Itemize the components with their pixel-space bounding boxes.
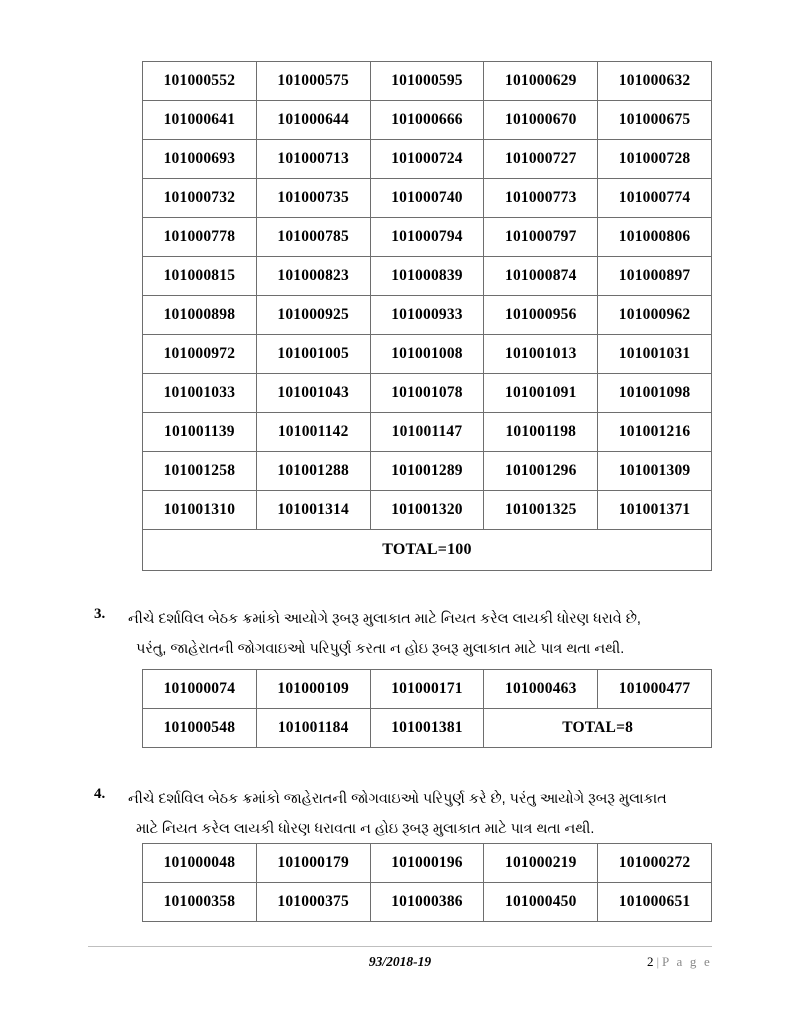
footer-page-number-value: 2 bbox=[646, 954, 654, 969]
roll-number-table-1 bbox=[142, 61, 712, 571]
table-row bbox=[143, 140, 712, 179]
roll-number-cell: 101000956 bbox=[484, 296, 598, 335]
roll-number-table-2 bbox=[142, 669, 712, 748]
roll-number-cell: 101000732 bbox=[143, 179, 257, 218]
table-row bbox=[143, 670, 712, 709]
table-row bbox=[143, 491, 712, 530]
list-item-4 bbox=[88, 784, 712, 844]
list-item-4-line-2: માટે નિયત કરેલ લાયકી ધોરણ ધરાવતા ન હોઇ રૂબરૂ મુલાકાત માટે પાત્ર થતા નથી. bbox=[136, 821, 595, 837]
roll-number-cell: 101001198 bbox=[484, 413, 598, 452]
roll-number-cell: 101000219 bbox=[484, 844, 598, 883]
footer-page-separator: | bbox=[656, 954, 660, 969]
total-cell: TOTAL=8 bbox=[484, 709, 712, 748]
roll-number-cell: 101000728 bbox=[598, 140, 712, 179]
roll-number-cell: 101000794 bbox=[370, 218, 484, 257]
table-row bbox=[143, 883, 712, 922]
roll-number-cell: 101001325 bbox=[484, 491, 598, 530]
roll-number-cell: 101000670 bbox=[484, 101, 598, 140]
roll-number-cell: 101000629 bbox=[484, 62, 598, 101]
footer-page-number bbox=[647, 954, 712, 970]
roll-number-cell: 101000477 bbox=[598, 670, 712, 709]
roll-number-cell: 101001216 bbox=[598, 413, 712, 452]
roll-number-cell: 101000644 bbox=[256, 101, 370, 140]
roll-number-cell: 101000666 bbox=[370, 101, 484, 140]
roll-number-cell: 101000962 bbox=[598, 296, 712, 335]
roll-number-cell: 101001139 bbox=[143, 413, 257, 452]
page-footer bbox=[88, 946, 712, 978]
table-row bbox=[143, 296, 712, 335]
roll-number-cell: 101001005 bbox=[256, 335, 370, 374]
roll-number-cell: 101000933 bbox=[370, 296, 484, 335]
roll-number-cell: 101000874 bbox=[484, 257, 598, 296]
list-item-4-body bbox=[128, 784, 712, 844]
table-row bbox=[143, 257, 712, 296]
list-item-3 bbox=[88, 604, 712, 664]
roll-number-cell: 101000693 bbox=[143, 140, 257, 179]
roll-number-cell: 101000735 bbox=[256, 179, 370, 218]
roll-number-cell: 101001320 bbox=[370, 491, 484, 530]
roll-number-table-3-container bbox=[142, 843, 706, 922]
list-item-3-number: 3. bbox=[94, 606, 106, 622]
roll-number-cell: 101001296 bbox=[484, 452, 598, 491]
page-footer-inner bbox=[88, 954, 712, 974]
roll-number-cell: 101000179 bbox=[256, 844, 370, 883]
roll-number-cell: 101001031 bbox=[598, 335, 712, 374]
roll-number-cell: 101001013 bbox=[484, 335, 598, 374]
roll-number-cell: 101001098 bbox=[598, 374, 712, 413]
roll-number-cell: 101001310 bbox=[143, 491, 257, 530]
table-row bbox=[143, 374, 712, 413]
roll-number-cell: 101000839 bbox=[370, 257, 484, 296]
roll-number-cell: 101000740 bbox=[370, 179, 484, 218]
roll-number-cell: 101000375 bbox=[256, 883, 370, 922]
roll-number-cell: 101001258 bbox=[143, 452, 257, 491]
roll-number-cell: 101001289 bbox=[370, 452, 484, 491]
roll-number-cell: 101000074 bbox=[143, 670, 257, 709]
list-item-4-number: 4. bbox=[94, 786, 106, 802]
roll-number-cell: 101001147 bbox=[370, 413, 484, 452]
footer-document-id: 93/2018-19 bbox=[368, 954, 432, 969]
roll-number-cell: 101000925 bbox=[256, 296, 370, 335]
roll-number-cell: 101001043 bbox=[256, 374, 370, 413]
footer-page-word: P a g e bbox=[662, 954, 712, 969]
list-item-3-line-2: પરંતુ, જાહેરાતની જોગવાઇઓ પરિપુર્ણ કરતા ન હોઇ રૂબરૂ મુલાકાત માટે પાત્ર થતા નથી. bbox=[136, 641, 625, 657]
roll-number-cell: 101000171 bbox=[370, 670, 484, 709]
roll-number-cell: 101000595 bbox=[370, 62, 484, 101]
roll-number-cell: 101000641 bbox=[143, 101, 257, 140]
roll-number-cell: 101001091 bbox=[484, 374, 598, 413]
roll-number-cell: 101000552 bbox=[143, 62, 257, 101]
table-row bbox=[143, 413, 712, 452]
table-row bbox=[143, 101, 712, 140]
roll-number-cell: 101000109 bbox=[256, 670, 370, 709]
roll-number-cell: 101000724 bbox=[370, 140, 484, 179]
roll-number-cell: 101001033 bbox=[143, 374, 257, 413]
roll-number-cell: 101000575 bbox=[256, 62, 370, 101]
roll-number-cell: 101001184 bbox=[256, 709, 370, 748]
roll-number-cell: 101001142 bbox=[256, 413, 370, 452]
roll-number-cell: 101000727 bbox=[484, 140, 598, 179]
list-item-4-line-1: નીચે દર્શાવિલ બેઠક ક્રમાંકો જાહેરાતની જોગવાઇઓ પરિપુર્ણ કરે છે, પરંતુ આયોગે રૂબરૂ મુલાકાત bbox=[128, 791, 667, 807]
roll-number-cell: 101000358 bbox=[143, 883, 257, 922]
roll-number-cell: 101000463 bbox=[484, 670, 598, 709]
table-row bbox=[143, 335, 712, 374]
roll-number-cell: 101000774 bbox=[598, 179, 712, 218]
roll-number-cell: 101000972 bbox=[143, 335, 257, 374]
roll-number-cell: 101000897 bbox=[598, 257, 712, 296]
roll-number-table-1-container bbox=[142, 61, 706, 571]
roll-number-cell: 101000386 bbox=[370, 883, 484, 922]
table-row bbox=[143, 218, 712, 257]
roll-number-cell: 101000675 bbox=[598, 101, 712, 140]
roll-number-cell: 101001381 bbox=[370, 709, 484, 748]
roll-number-cell: 101000785 bbox=[256, 218, 370, 257]
roll-number-cell: 101000632 bbox=[598, 62, 712, 101]
total-cell: TOTAL=100 bbox=[143, 530, 712, 571]
roll-number-cell: 101000651 bbox=[598, 883, 712, 922]
roll-number-cell: 101000797 bbox=[484, 218, 598, 257]
roll-number-cell: 101000778 bbox=[143, 218, 257, 257]
table-row bbox=[143, 62, 712, 101]
roll-number-cell: 101001288 bbox=[256, 452, 370, 491]
table-row bbox=[143, 709, 712, 748]
roll-number-cell: 101000806 bbox=[598, 218, 712, 257]
list-item-3-body bbox=[128, 604, 712, 664]
table-row bbox=[143, 452, 712, 491]
table-row bbox=[143, 179, 712, 218]
roll-number-cell: 101001078 bbox=[370, 374, 484, 413]
roll-number-cell: 101000773 bbox=[484, 179, 598, 218]
roll-number-cell: 101001371 bbox=[598, 491, 712, 530]
list-item-3-line-1: નીચે દર્શાવિલ બેઠક ક્રમાંકો આયોગે રૂબરૂ મુલાકાત માટે નિયત કરેલ લાયકી ધોરણ ધરાવે છે, bbox=[128, 611, 641, 627]
roll-number-table-3 bbox=[142, 843, 712, 922]
roll-number-cell: 101001309 bbox=[598, 452, 712, 491]
roll-number-cell: 101001314 bbox=[256, 491, 370, 530]
roll-number-cell: 101000272 bbox=[598, 844, 712, 883]
roll-number-cell: 101000815 bbox=[143, 257, 257, 296]
roll-number-cell: 101000196 bbox=[370, 844, 484, 883]
roll-number-cell: 101000898 bbox=[143, 296, 257, 335]
table-total-row bbox=[143, 530, 712, 571]
roll-number-cell: 101000450 bbox=[484, 883, 598, 922]
roll-number-cell: 101000823 bbox=[256, 257, 370, 296]
roll-number-cell: 101000048 bbox=[143, 844, 257, 883]
roll-number-cell: 101000548 bbox=[143, 709, 257, 748]
roll-number-cell: 101001008 bbox=[370, 335, 484, 374]
table-row bbox=[143, 844, 712, 883]
roll-number-table-2-container bbox=[142, 669, 706, 748]
roll-number-cell: 101000713 bbox=[256, 140, 370, 179]
